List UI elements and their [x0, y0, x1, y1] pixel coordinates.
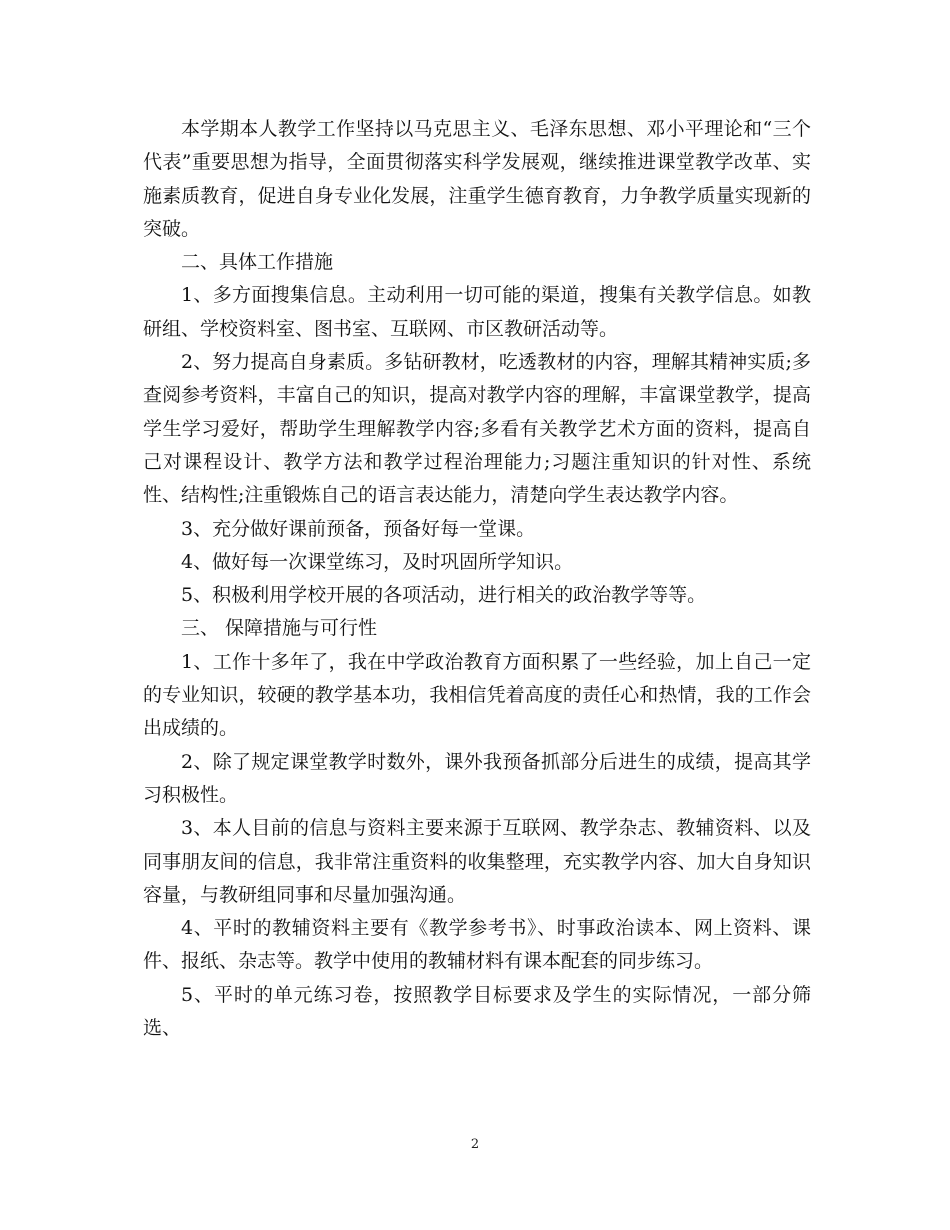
paragraph-measure-5: 5、积极利用学校开展的各项活动，进行相关的政治教学等等。	[181, 584, 707, 607]
paragraph-measure-1: 1、多方面搜集信息。主动利用一切可能的渠道，搜集有关教学信息。如教研组、学校资料室、图书室、互联网、市区教研活动等。	[143, 284, 811, 340]
paragraph-measure-3: 3、充分做好课前预备，预备好每一堂课。	[181, 517, 536, 540]
paragraph-safeguard-5: 5、平时的单元练习卷，按照教学目标要求及学生的实际情况，一部分筛选、	[143, 983, 811, 1040]
paragraph-safeguard-1: 1、工作十多年了，我在中学政治教育方面积累了一些经验，加上自己一定的专业知识，较硬的教学基本功，我相信凭着高度的责任心和热情，我的工作会出成绩的。	[143, 650, 811, 740]
paragraph-measure-4: 4、做好每一次课堂练习，及时巩固所学知识。	[181, 550, 574, 573]
document-body	[143, 113, 811, 1045]
paragraph-safeguard-4: 4、平时的教辅资料主要有《教学参考书》、时事政治读本、网上资料、课件、报纸、杂志等。教学中使用的教辅材料有课本配套的同步练习。	[143, 917, 811, 973]
section-heading-measures: 二、具体工作措施	[181, 251, 334, 274]
paragraph-measure-2: 2、努力提高自身素质。多钻研教材，吃透教材的内容，理解其精神实质;多查阅参考资料，丰富自己的知识，提高对教学内容的理解，丰富课堂教学，提高学生学习爱好，帮助学生理解教学内容;多看有关教学艺术方面的资料，提高自己对课程设计、教学方法和教学过程治理能力;习题注重知识的针对性、系统性、结构性;注重锻炼自己的语言表达能力，清楚向学生表达教学内容。	[143, 351, 811, 507]
page-number: 2	[470, 1137, 480, 1152]
paragraph-intro: 本学期本人教学工作坚持以马克思主义、毛泽东思想、邓小平理论和“三个代表”重要思想为指导，全面贯彻落实科学发展观，继续推进课堂教学改革、实施素质教育，促进自身专业化发展，注重学生德育教育，力争教学质量实现新的突破。	[143, 118, 811, 240]
section-heading-safeguards: 三、 保障措施与可行性	[181, 617, 378, 640]
paragraph-safeguard-3: 3、本人目前的信息与资料主要来源于互联网、教学杂志、教辅资料、以及同事朋友间的信息，我非常注重资料的收集整理，充实教学内容、加大自身知识容量，与教研组同事和尽量加强沟通。	[143, 817, 811, 906]
paragraph-safeguard-2: 2、除了规定课堂教学时数外，课外我预备抓部分后进生的成绩，提高其学习积极性。	[143, 750, 811, 806]
